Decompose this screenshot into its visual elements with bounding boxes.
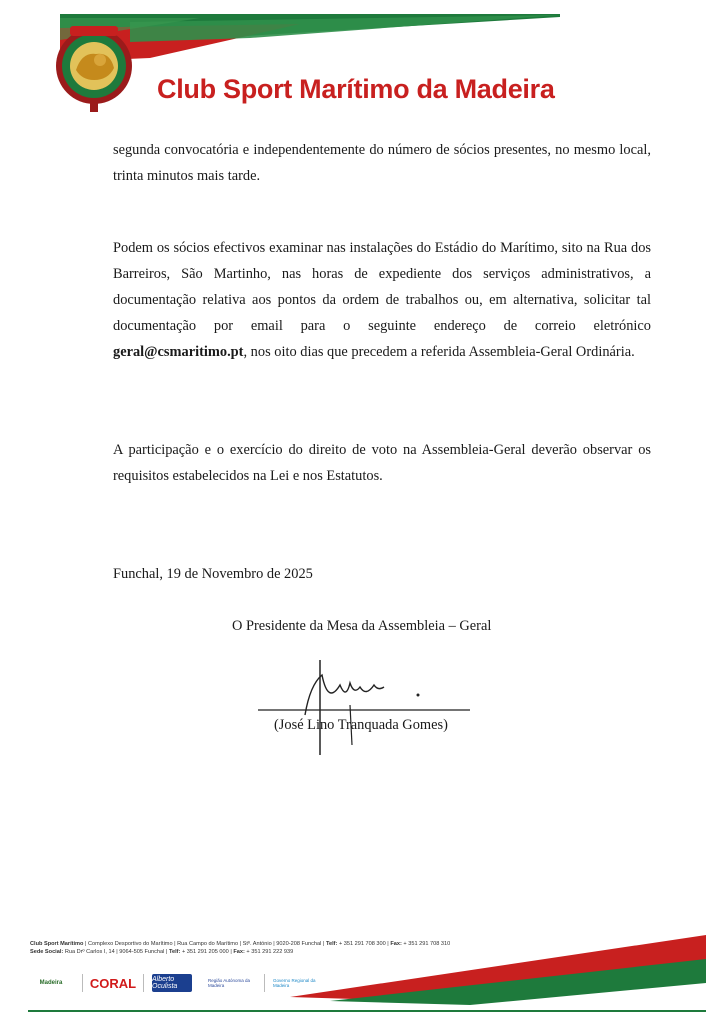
signer-name: (José Lino Tranquada Gomes): [274, 717, 448, 733]
paragraph-text: Podem os sócios efectivos examinar nas instalações do Estádio do Marítimo, sito na Rua dos Barreiros, São Martinho, nas horas de expediente dos serviços administrativos, a documentação relativa aos pontos da ordem de trabalhos ou, em alternativa, solicitar tal documentação por email para o seguinte endereço de correio eletrónico: [113, 240, 651, 334]
paragraph-text: A participação e o exercício do direito de voto na Assembleia-Geral deverão observar os requisitos estabelecidos na Lei e nos Estatutos.: [113, 442, 651, 484]
footer-line-2: Sede Social: Rua Drº Carlos I, 14 | 9064-505 Funchal | Telf: + 351 291 205 000 | Fax: + 351 291 222 939: [30, 949, 294, 955]
club-crest-icon: [52, 18, 136, 114]
sponsor-coral-logo: CORAL: [91, 974, 144, 992]
signer-title: O Presidente da Mesa da Assembleia – Geral: [232, 618, 492, 634]
paragraph-text: segunda convocatória e independentemente do número de sócios presentes, no mesmo local, trinta minutos mais tarde.: [113, 142, 651, 184]
paragraph-documentation: [113, 235, 651, 365]
sponsor-logos: [28, 972, 329, 994]
sponsor-regiao-autonoma-logo: Região Autónoma da Madeira: [208, 974, 265, 992]
club-name-title: Club Sport Marítimo da Madeira: [157, 74, 555, 104]
signature-icon: [250, 655, 480, 765]
paragraph-voting: [113, 437, 651, 489]
sponsor-governo-regional-logo: Governo Regional da Madeira: [273, 978, 316, 988]
sponsor-alberto-oculista-logo: Alberto Oculista: [152, 974, 192, 992]
footer-line-1: Club Sport Marítimo | Complexo Desportivo do Marítimo | Rua Campo do Marítimo | Stº. António | 9020-208 Funchal | Telf: + 351 291 708 300 | Fax: + 351 291 708 310: [30, 941, 451, 947]
footer-contact-info: [30, 940, 450, 956]
email-link[interactable]: geral@csmaritimo.pt: [113, 344, 244, 360]
sponsor-madeira-logo: Madeira: [28, 974, 83, 992]
paragraph-second-call: [113, 137, 651, 189]
paragraph-text-tail: , nos oito dias que precedem a referida Assembleia-Geral Ordinária.: [243, 344, 635, 360]
date-line: Funchal, 19 de Novembro de 2025: [113, 566, 313, 582]
